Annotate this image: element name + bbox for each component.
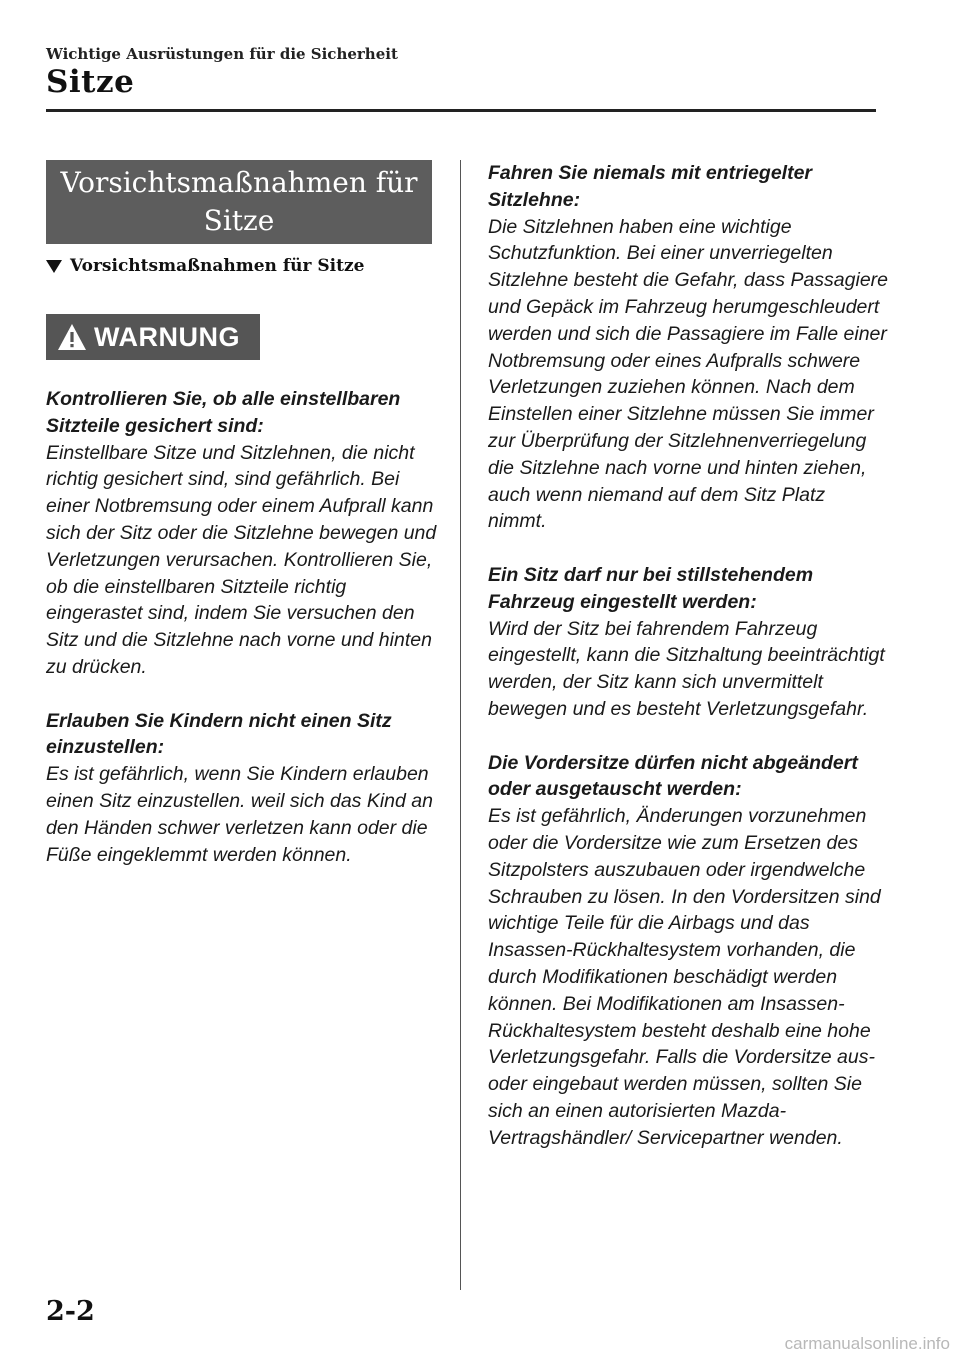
paragraph-body: Wird der Sitz bei fahrendem Fahrzeug eingestellt, kann die Sitzhaltung beeinträchtigt werden, der Sitz kann sich unvermittelt bewegen und es besteht Verletzungsgefahr. bbox=[488, 617, 885, 720]
warning-paragraph bbox=[488, 750, 888, 1152]
subheading-text: Vorsichtsmaßnahmen für Sitze bbox=[70, 256, 365, 276]
warning-paragraph bbox=[46, 708, 438, 869]
warning-triangle-icon bbox=[56, 322, 88, 352]
warning-badge bbox=[46, 314, 260, 360]
page-title: Sitze bbox=[46, 64, 135, 100]
breadcrumb: Wichtige Ausrüstungen für die Sicherheit bbox=[46, 45, 398, 63]
warning-paragraph bbox=[488, 562, 888, 723]
section-banner: Vorsichtsmaßnahmen für Sitze bbox=[46, 160, 432, 244]
paragraph-heading: Erlauben Sie Kindern nicht einen Sitz einzustellen: bbox=[46, 709, 392, 759]
paragraph-heading: Die Vordersitze dürfen nicht abgeändert oder ausgetauscht werden: bbox=[488, 751, 858, 801]
paragraph-heading: Ein Sitz darf nur bei stillstehendem Fahrzeug eingestellt werden: bbox=[488, 563, 814, 613]
warning-paragraph bbox=[46, 386, 438, 681]
paragraph-body: Einstellbare Sitze und Sitzlehnen, die nicht richtig gesichert sind, sind gefährlich. Bei einer Notbremsung oder einem Aufprall kann sich der Sitz oder die Sitzlehne bewegen und Verletzungen verursachen. Kontrollieren Sie, ob die einstellbaren Sitzteile richtig eingerastet sind, indem Sie versuchen den Sitz und die Sitzlehne nach vorne und hinten zu drücken. bbox=[46, 441, 437, 678]
right-column bbox=[488, 160, 888, 1178]
paragraph-body: Es ist gefährlich, wenn Sie Kindern erlauben einen Sitz einzustellen. weil sich das Kind an den Händen schwer verletzen kann oder die Füße eingeklemmt werden können. bbox=[46, 763, 433, 866]
triangle-down-icon bbox=[46, 260, 62, 273]
section-subheading bbox=[46, 256, 364, 276]
warning-label: WARNUNG bbox=[94, 321, 240, 352]
paragraph-heading: Fahren Sie niemals mit entriegelter Sitzlehne: bbox=[488, 162, 813, 211]
page-number: 2-2 bbox=[46, 1296, 95, 1327]
watermark: carmanualsonline.info bbox=[784, 1334, 950, 1353]
paragraph-heading: Kontrollieren Sie, ob alle einstellbaren Sitzteile gesichert sind: bbox=[46, 388, 401, 437]
paragraph-body: Es ist gefährlich, Änderungen vorzunehmen oder die Vordersitze wie zum Ersetzen des Sitzpolsters auszubauen oder irgendwelche Schrauben zu lösen. In den Vordersitzen sind wichtige Teile für die Airbags und das Insassen-Rückhaltesystem vorhanden, die durch Modifikationen beschädigt werden können. Bei Modifikationen am Insassen-Rückhaltesystem besteht deshalb eine hohe Verletzungsgefahr. Falls die Vordersitze aus- oder eingebaut werden müssen, sollten Sie sich an einen autorisierten Mazda-Vertragshändler/ Servicepartner wenden. bbox=[488, 805, 881, 1149]
left-column bbox=[46, 386, 438, 895]
title-rule bbox=[46, 109, 876, 112]
paragraph-body: Die Sitzlehnen haben eine wichtige Schutzfunktion. Bei einer unverriegelten Sitzlehne besteht die Gefahr, dass Passagiere und Gepäck im Fahrzeug herumgeschleudert werden und sich die Passagiere im Falle einer Notbremsung oder eines Aufpralls schwere Verletzungen zuziehen können. Nach dem Einstellen einer Sitzlehne müssen Sie immer zur Überprüfung der Sitzlehnenverriegelung die Sitzlehne nach vorne und hinten ziehen, auch wenn niemand auf dem Sitz Platz nimmt. bbox=[488, 215, 888, 533]
warning-paragraph bbox=[488, 160, 888, 535]
column-divider bbox=[460, 160, 461, 1290]
